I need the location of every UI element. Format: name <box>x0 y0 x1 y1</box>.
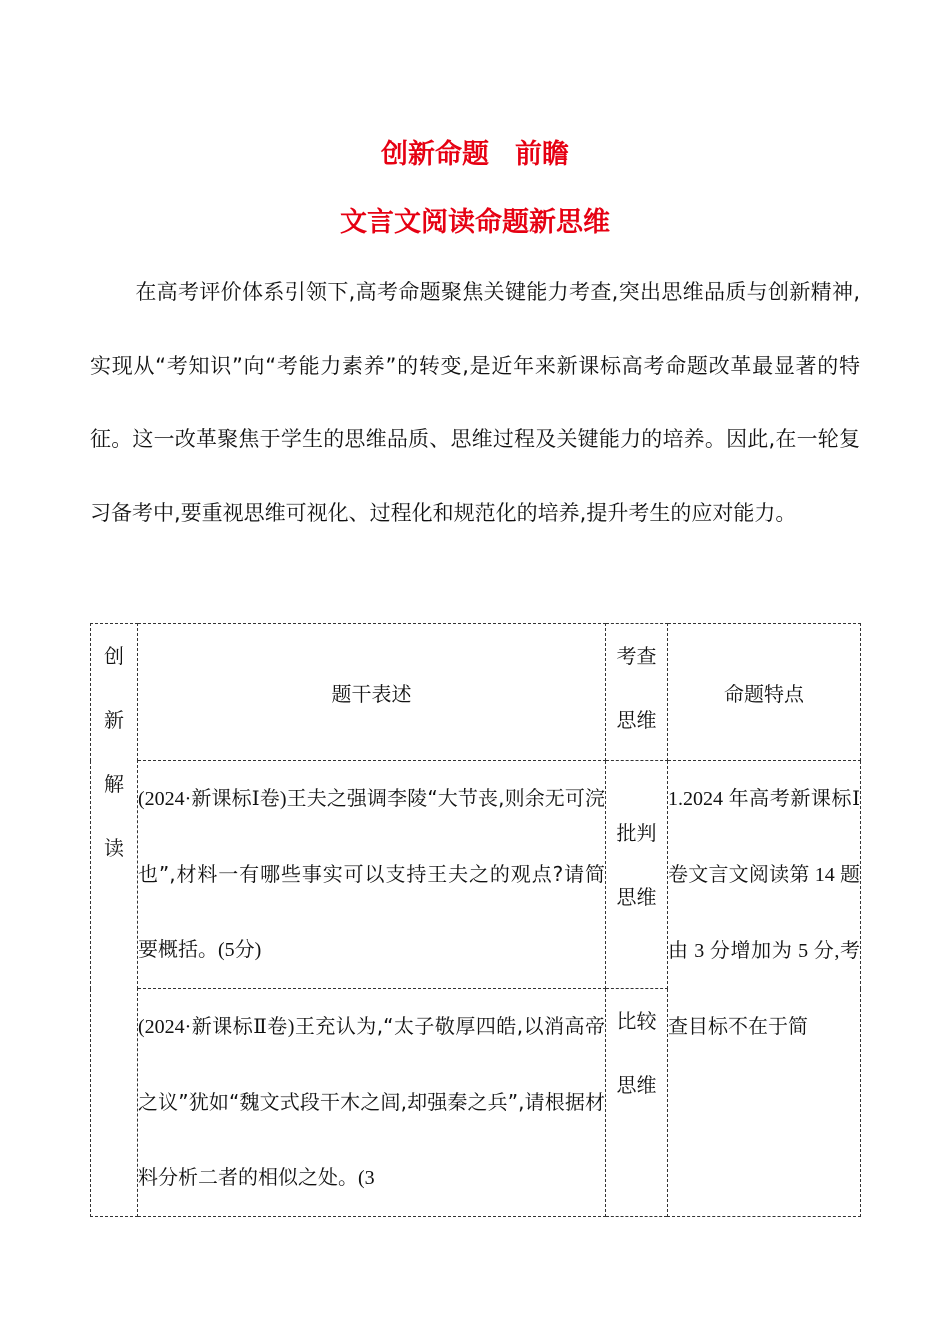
intro-text: 在高考评价体系引领下,高考命题聚焦关键能力考查,突出思维品质与创新精神,实现从“考知识”向“考能力素养”的转变,是近年来新课标高考命题改革最显著的特征。这一改革聚焦于学生的思维品质、思维过程及关键能力的培养。因此,在一轮复习备考中,要重视思维可视化、过程化和规范化的培养,提升考生的应对能力。 <box>90 280 860 525</box>
row-2-thinking <box>606 989 668 1217</box>
page-subtitle: 文言文阅读命题新思维 <box>340 207 610 238</box>
features-cell <box>668 761 861 1217</box>
side-label-char: 读 <box>104 836 124 860</box>
row-2-stem <box>138 989 606 1217</box>
row-2-score: (3 <box>358 1167 375 1189</box>
header-thinking-line: 思维 <box>616 708 657 732</box>
row-2-thinking-line: 思维 <box>616 1073 657 1097</box>
row-1-text: 王夫之强调李陵“大节丧,则余无可浣也”,材料一有哪些事实可以支持王夫之的观点?请简要概括。 <box>138 786 606 961</box>
row-1-thinking-line: 思维 <box>616 885 657 909</box>
row-2-thinking-line: 比较 <box>616 1009 657 1033</box>
features-text: 1.2024 年高考新课标Ⅰ卷文言文阅读第 14 题由 3 分增加为 5 分,考查目标不在于简 <box>668 788 860 1038</box>
page-title <box>0 132 950 171</box>
row-1-thinking-line: 批判 <box>616 821 657 845</box>
row-2-source: (2024·新课标Ⅱ卷) <box>138 1016 295 1038</box>
side-label <box>91 624 138 1217</box>
row-1-thinking <box>606 761 668 989</box>
side-label-char: 新 <box>104 708 124 732</box>
analysis-table <box>90 623 861 1217</box>
row-1-source: (2024·新课标Ⅰ卷) <box>138 788 287 810</box>
row-1-stem <box>138 761 606 989</box>
title-part-1: 创新命题 <box>381 139 489 170</box>
header-thinking-line: 考查 <box>616 644 657 668</box>
side-label-char: 创 <box>104 644 124 668</box>
header-thinking <box>606 624 668 761</box>
header-features: 命题特点 <box>668 624 861 761</box>
side-label-char: 解 <box>104 772 124 796</box>
intro-paragraph <box>90 256 860 550</box>
row-2-text: 王充认为,“太子敬厚四皓,以消高帝之议”犹如“魏文式段干木之闾,却强秦之兵”,请根据材料分析二者的相似之处。 <box>138 1014 606 1189</box>
title-part-2: 前瞻 <box>515 139 569 170</box>
row-1-score: (5分) <box>218 939 262 961</box>
header-stem: 题干表述 <box>138 624 606 761</box>
